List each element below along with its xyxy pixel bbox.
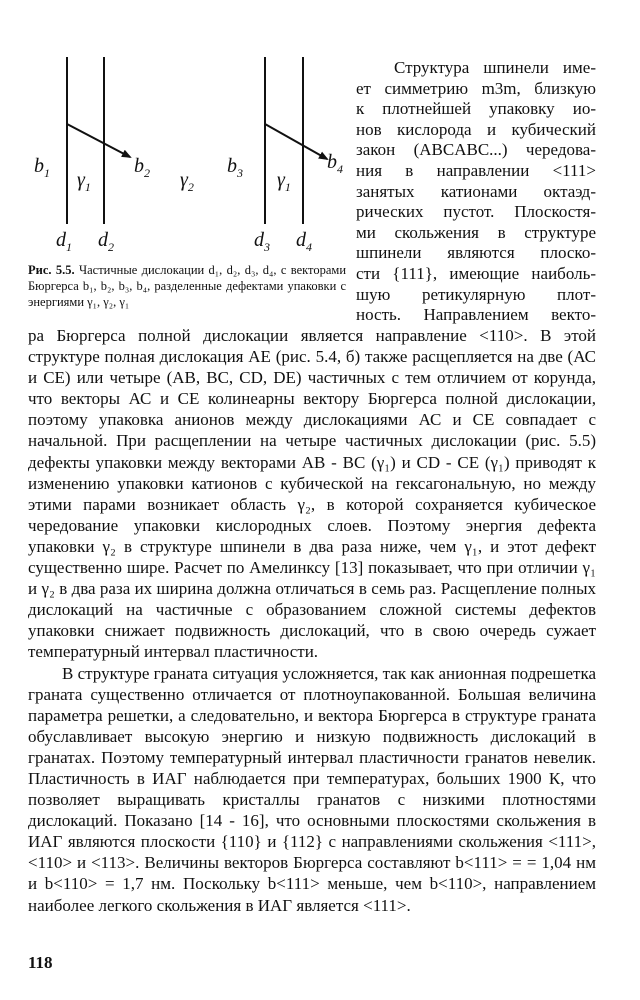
label-d4: $d_4$ xyxy=(296,229,312,254)
right-column-line: Структура шпинели име- xyxy=(394,58,596,77)
paragraph-garnet: В структуре граната ситуация усложняется, так как анионная подрешетка граната существенно отличается от плотноупакованной. Большая величина параметра решетки, а следовательно, и вектора Бюргерса в структуре граната обуславливает высокую энергию и низкую подвижность дислокаций в гранатах. Поэтому температурный интервал пластичности гранатов невелик. Пластичность в ИАГ наблюдается при температурах, больших 1900 К, что позволяет выращивать кристаллы гранатов с низкими плотностями дислокаций. Показано [14 - 16], что основными плоскостями скольжения в ИАГ являются плоскости {110} и {112} с направлениями скольжения <111>, <110> и <113>. Величины векторов Бюргерса составляют b<111> = = 1,04 нм и b<110> = 1,7 нм. Поскольку b<111> меньше, чем b<110>, направлением наиболее легкого скольжения в ИАГ является <111>. xyxy=(28,663,596,915)
right-column-line: сти {111}, имеющие наиболь- xyxy=(356,263,596,283)
figure-caption-text: Частичные дислокации d₁, d₂, d₃, d₄, с векторами Бюргерса b₁, b₂, b₃, b₄, разделенные дефектами упаковки с энергиями γ₁, γ₂, γ₁ xyxy=(28,263,347,309)
right-column-line: шую ретикулярную плот- xyxy=(356,284,596,304)
label-gamma2: $\gamma_2$ xyxy=(180,169,194,194)
label-b3: $b_3$ xyxy=(227,155,243,180)
page-number: 118 xyxy=(28,953,53,972)
label-d2: $d_2$ xyxy=(98,229,114,254)
burgers-vector-arrow-1 xyxy=(67,124,130,157)
figure-caption-label: Рис. 5.5. xyxy=(28,263,75,277)
dislocation-diagram xyxy=(22,52,352,257)
right-column-text xyxy=(356,58,596,326)
label-gamma1-right: $\gamma_1$ xyxy=(277,169,291,194)
label-gamma1-left: $\gamma_1$ xyxy=(77,169,91,194)
label-b4: $b_4$ xyxy=(327,151,343,176)
dislocation-figure xyxy=(22,52,352,257)
right-column-line: закон (ABCABC...) чередова- xyxy=(356,140,596,160)
main-text xyxy=(28,325,596,916)
label-b2: $b_2$ xyxy=(134,155,150,180)
right-column-line: ния в направлении <111> xyxy=(356,160,596,180)
label-b1: $b_1$ xyxy=(34,155,50,180)
right-column-line: ность. Направлением векто- xyxy=(356,305,596,325)
right-column-line: ет симметрию m3m, близкую xyxy=(356,78,596,98)
right-column-line: нов кислорода и кубический xyxy=(356,119,596,139)
right-column-line: ми скольжения в структуре xyxy=(356,222,596,242)
paragraph-spinel: ра Бюргерса полной дислокации является направление <110>. В этой структуре полная дислокация АЕ (рис. 5.4, б) также расщепляется на две (АС и СЕ) или четыре (AB, BC, CD, DE) частичных с тем отличием от корунда, что векторы АС и СЕ колинеарны вектору Бюргерса полной дислокации, поэтому упаковка анионов между дислокациями АС и СЕ совпадает с начальной. При расщеплении на четыре частичных дислокации (рис. 5.5) дефекты упаковки между векторами AB - BC (γ₁) и CD - CE (γ₁) приводят к изменению упаковки катионов с кубической на гексагональную, но между этими парами возникает область γ₂, в которой сохраняется кубическое чередование упаковки кислородных слоев. Поэтому энергия дефекта упаковки γ₂ в структуре шпинели в два раза ниже, чем γ₁, и этот дефект существенно шире. Расчет по Амелинксу [13] показывает, что при отличии γ₁ и γ₂ в два раза их ширина должна отличаться в семь раз. Расщепление полных дислокаций на частичные с образованием сложной системы дефектов упаковки снижает подвижность дислокаций, что в свою очередь сужает температурный интервал пластичности. xyxy=(28,326,596,662)
right-column-line: шпинели являются плоско- xyxy=(356,243,596,263)
right-column-line: рических пустот. Плоскостя- xyxy=(356,202,596,222)
figure-caption xyxy=(28,262,346,310)
label-d1: $d_1$ xyxy=(56,229,72,254)
right-column-line: к плотнейшей упаковку ио- xyxy=(356,99,596,119)
right-column-line: занятых катионами октаэд- xyxy=(356,181,596,201)
label-d3: $d_3$ xyxy=(254,229,270,254)
burgers-vector-arrow-2 xyxy=(265,124,327,159)
